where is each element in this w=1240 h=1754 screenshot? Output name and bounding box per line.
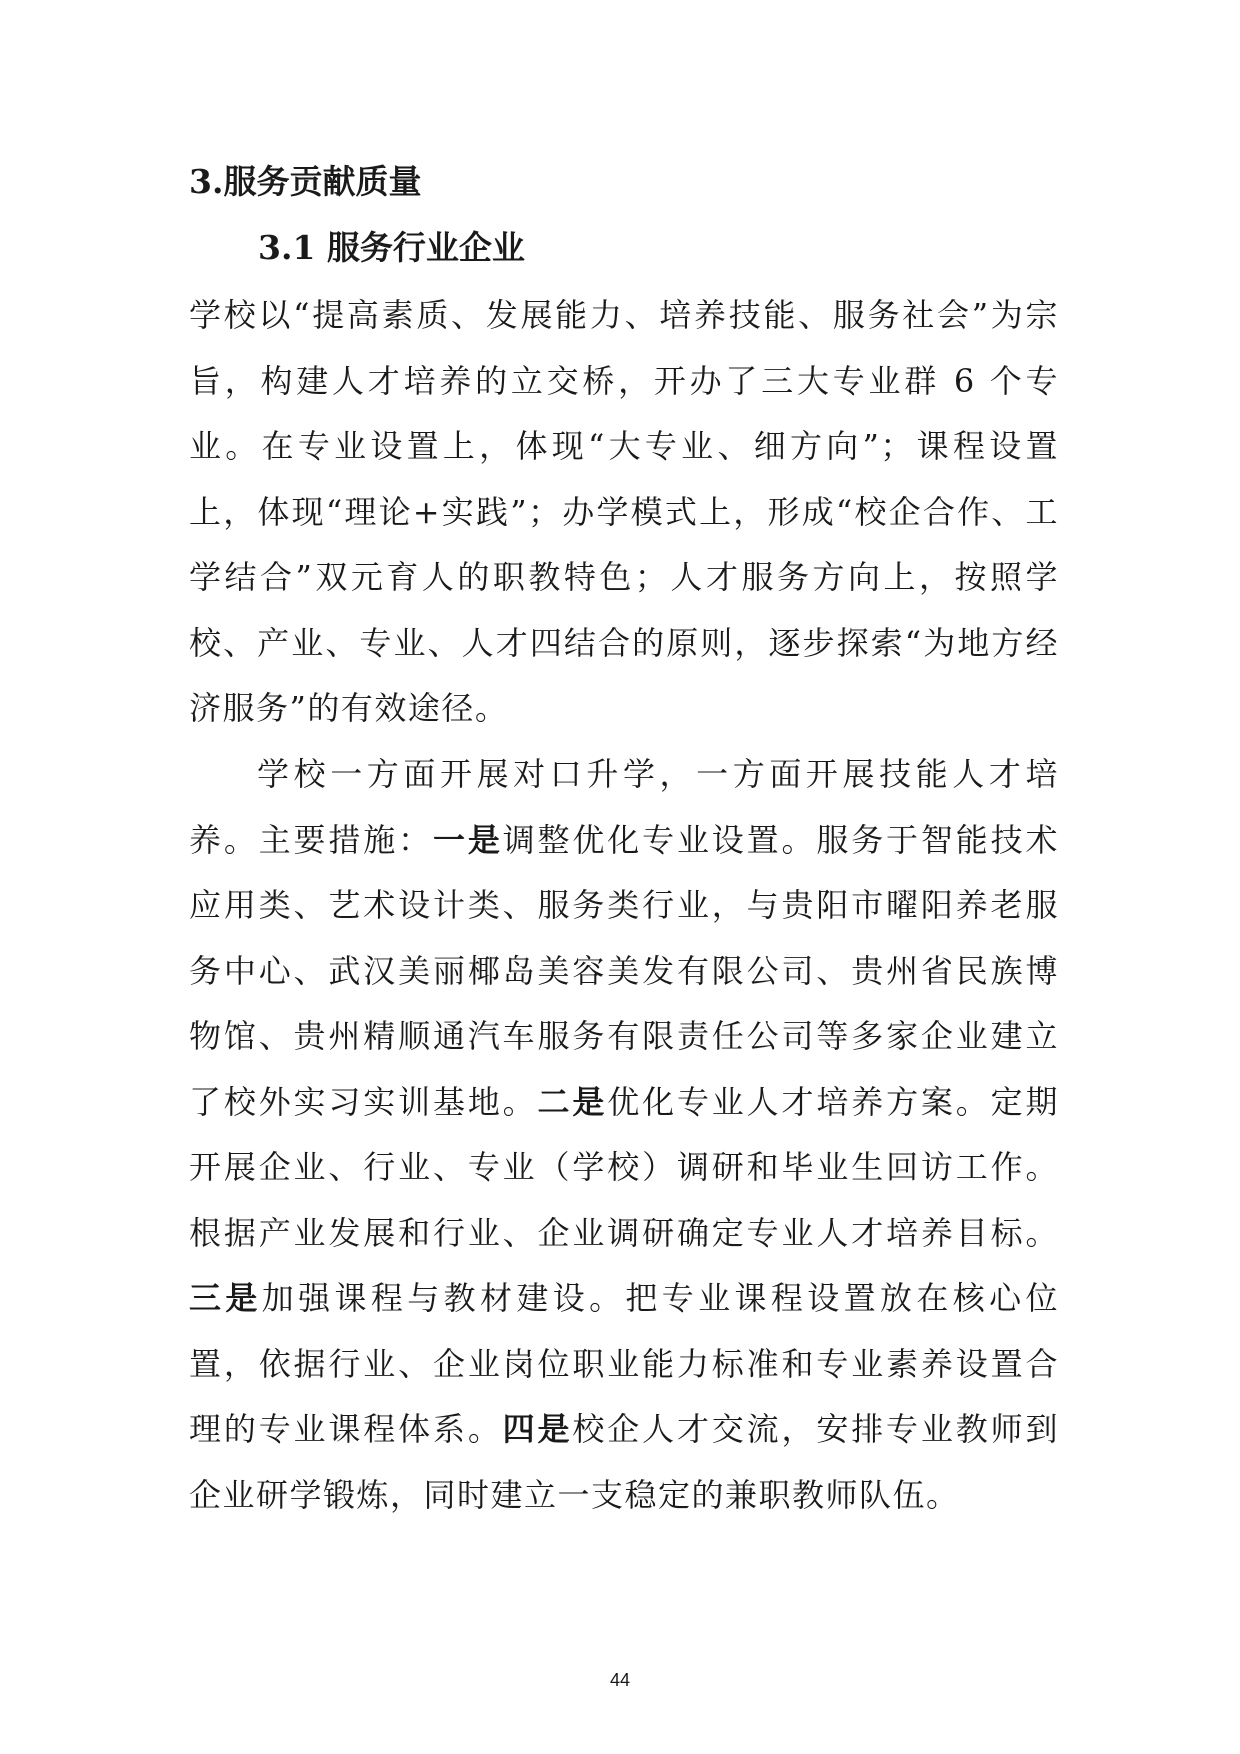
measure-1-text: 调整优化专业设置。服务于智能技术应用类、艺术设计类、服务类行业，与贵阳市曜阳养老服务中心、武汉美丽椰岛美容美发有限公司、贵州省民族博物馆、贵州精顺通汽车服务有限责任公司等多家企业建立了校外实习实训基地。: [189, 820, 1059, 1121]
page-number: 44: [609, 1670, 631, 1690]
section-heading: 3.服务贡献质量: [189, 162, 422, 201]
measure-2-label: 二是: [537, 1082, 608, 1121]
measure-3-label: 三是: [189, 1279, 262, 1317]
paragraph-school-mission: 学校以“提高素质、发展能力、培养技能、服务社会”为宗旨，构建人才培养的立交桥，开办了三大专业群 6 个专业。在专业设置上，体现“大专业、细方向”；课程设置上，体现“理论+实践”；办学模式上，形成“校企合作、工学结合”双元育人的职教特色；人才服务方向上，按照学校、产业、专业、人才四结合的原则，逐步探索“为地方经济服务”的有效途径。: [189, 296, 1059, 727]
measures-intro: 学校一方面开展对口升学，一方面开展技能人才培养。主要措施：: [189, 755, 1059, 859]
measure-1-label: 一是: [432, 820, 503, 859]
measure-3-text: 加强课程与教材建设。把专业课程设置放在核心位置，依据行业、企业岗位职业能力标准和专业素养设置合理的专业课程体系。: [189, 1279, 1059, 1448]
subsection-heading: 3.1 服务行业企业: [258, 228, 525, 267]
measure-2-text: 优化专业人才培养方案。定期开展企业、行业、专业（学校）调研和毕业生回访工作。根据产业发展和行业、企业调研确定专业人才培养目标。: [189, 1082, 1059, 1252]
measure-4-label: 四是: [502, 1410, 573, 1448]
paragraph-main-measures: [189, 742, 1059, 1528]
measure-4-text: 校企人才交流，安排专业教师到企业研学锻炼，同时建立一支稳定的兼职教师队伍。: [189, 1410, 1059, 1514]
